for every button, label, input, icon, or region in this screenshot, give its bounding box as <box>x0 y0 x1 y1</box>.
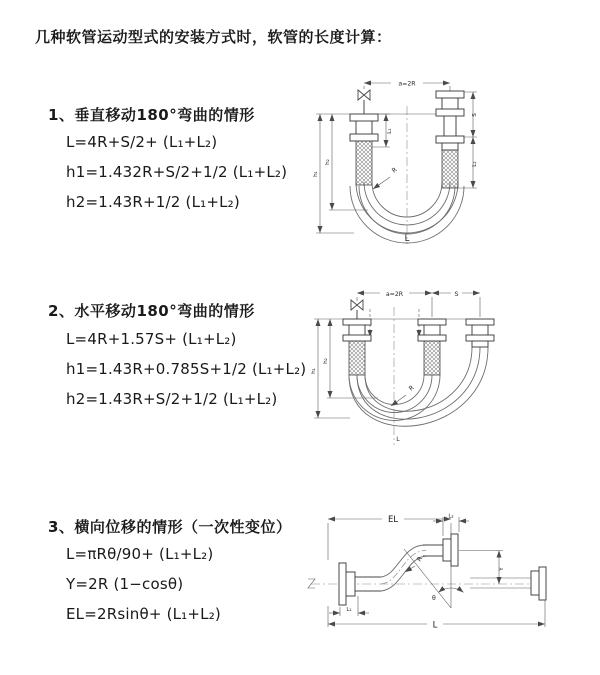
section-3-formula-EL: EL=2Rsinθ+ (L₁+L₂) <box>66 605 221 623</box>
right-pipe-flange <box>466 319 494 347</box>
section-2-formula-L: L=4R+1.57S+ (L₁+L₂) <box>66 330 237 348</box>
diagram-horizontal-180-bend <box>310 283 540 458</box>
dim-h2-label: h₂ <box>325 159 331 165</box>
dim-y-label: Y <box>499 567 505 571</box>
moved-pipe-flange <box>423 534 458 566</box>
section-2-heading: 2、水平移动180°弯曲的情形 <box>48 302 255 320</box>
dim-s-label: S <box>454 290 459 298</box>
dim-h2-label: h₂ <box>323 358 329 364</box>
length-l-label: L <box>396 436 400 443</box>
length-l-label: L <box>404 234 410 244</box>
original-position-pipe <box>470 567 546 600</box>
section-1-formula-h2: h2=1.43R+1/2 (L₁+L₂) <box>66 193 240 211</box>
radius-r-label: R <box>415 555 425 564</box>
right-pipe-flange <box>436 91 464 188</box>
break-mark <box>308 579 315 588</box>
hose-braid <box>349 341 365 375</box>
dim-s-label: S <box>472 113 478 117</box>
section-3-formula-Y: Y=2R (1−cosθ) <box>66 575 184 593</box>
section-1-heading: 1、垂直移动180°弯曲的情形 <box>48 106 255 124</box>
left-pipe-flange <box>343 319 371 375</box>
section-3-formula-L: L=πRθ/90+ (L₁+L₂) <box>66 545 214 563</box>
section-2-formula-h1: h1=1.43R+0.785S+1/2 (L₁+L₂) <box>66 360 307 378</box>
section-1-formula-h1: h1=1.432R+S/2+1/2 (L₁+L₂) <box>66 163 288 181</box>
dim-h1-label: h₁ <box>311 368 317 374</box>
left-pipe-flange <box>350 114 378 185</box>
valve-icon <box>351 300 363 310</box>
hose-braid <box>424 341 440 375</box>
valve-icon <box>358 90 370 100</box>
radius-r-label: R <box>407 384 416 393</box>
hose-braid <box>442 150 458 188</box>
page-title: 几种软管运动型式的安装方式时，软管的长度计算： <box>35 28 392 46</box>
hose-braid <box>356 141 372 185</box>
diagram-vertical-180-bend <box>310 70 525 255</box>
middle-pipe-flange <box>418 319 446 375</box>
dim-h1-label: h₁ <box>313 171 319 177</box>
dim-l2-label: L₂ <box>472 161 478 167</box>
dim-a2r-label: a=2R <box>385 290 404 298</box>
angle-theta-label: θ <box>432 595 436 602</box>
dim-l2-label: L₂ <box>448 513 454 520</box>
section-1-formula-L: L=4R+S/2+ (L₁+L₂) <box>66 133 218 151</box>
diagram-lateral-displacement <box>303 506 553 646</box>
length-l-label: L <box>432 620 438 631</box>
dim-l1-label: L₁ <box>387 128 393 134</box>
dim-el-label: EL <box>387 515 399 525</box>
section-2-formula-h2: h2=1.43R+S/2+1/2 (L₁+L₂) <box>66 390 278 408</box>
section-3-heading: 3、横向位移的情形（一次性变位） <box>48 518 292 536</box>
dim-l1-label: L₁ <box>346 607 352 613</box>
dim-a2r-label: a=2R <box>398 80 416 88</box>
radius-r-label: R <box>390 166 399 175</box>
